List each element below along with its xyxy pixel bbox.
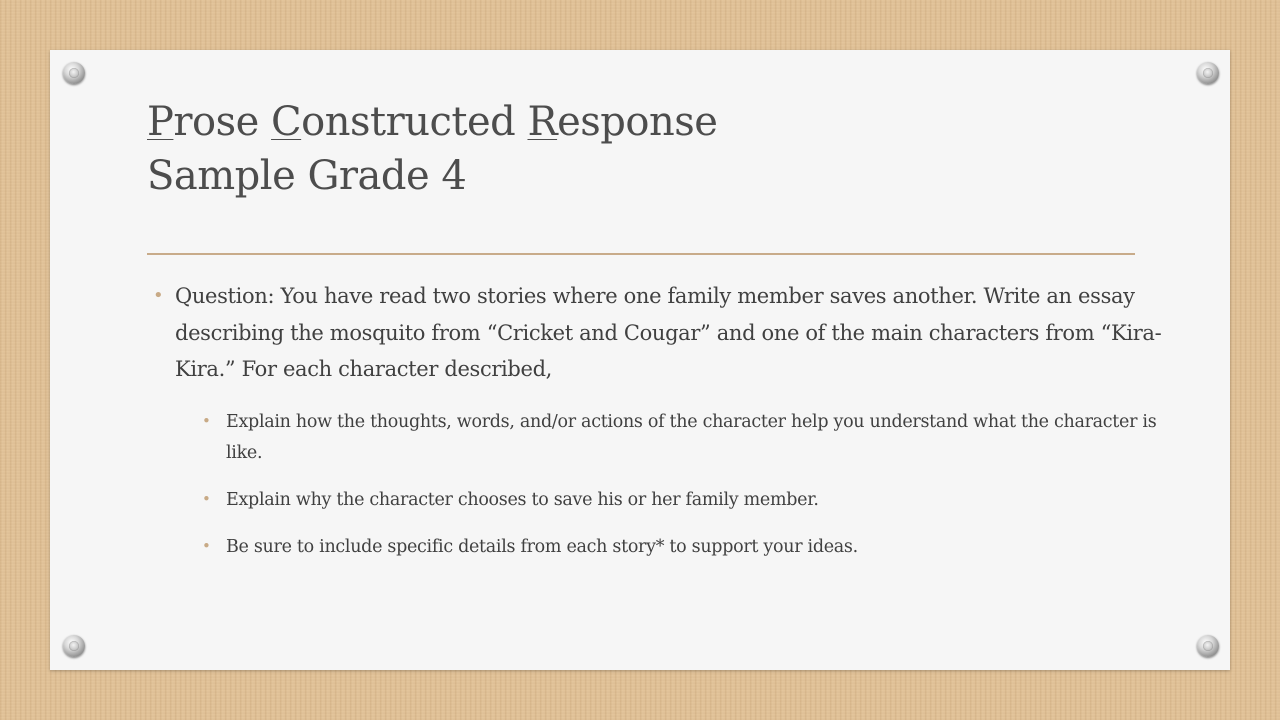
title-word-rest: onstructed xyxy=(301,99,516,145)
bullet-icon: • xyxy=(202,489,211,508)
sub-item xyxy=(202,485,1165,516)
pin-top-right-icon xyxy=(1197,62,1219,84)
sub-item-text: Be sure to include specific details from each story* to support your ideas. xyxy=(226,536,858,557)
title-initial-c: C xyxy=(271,99,302,145)
bullet-icon: • xyxy=(202,411,211,430)
sub-item-text: Explain how the thoughts, words, and/or actions of the character help you understand what the character is like. xyxy=(226,411,1157,463)
slide xyxy=(50,50,1230,670)
sub-item-text: Explain why the character chooses to save his or her family member. xyxy=(226,489,819,510)
title-initial-r: R xyxy=(527,99,558,145)
title-line-1 xyxy=(147,95,717,149)
bullet-icon: • xyxy=(202,536,211,555)
slide-body xyxy=(153,278,1165,563)
title-initial-p: P xyxy=(147,99,174,145)
title-divider xyxy=(147,253,1135,255)
question-text: Question: You have read two stories where one family member saves another. Write an essay describing the mosquito from “Cricket and Cougar” and one of the main characters from “Kira-Kira.” For each character described, xyxy=(175,284,1162,381)
question-item xyxy=(153,278,1165,388)
pin-bottom-right-icon xyxy=(1197,635,1219,657)
bullet-icon: • xyxy=(153,285,164,306)
sub-item xyxy=(202,407,1165,469)
title-word-rest: rose xyxy=(173,99,259,145)
slide-title xyxy=(147,95,717,203)
pin-top-left-icon xyxy=(63,62,85,84)
title-word-rest: esponse xyxy=(557,99,718,145)
sub-item xyxy=(202,532,1165,563)
title-line-2: Sample Grade 4 xyxy=(147,153,467,199)
pin-bottom-left-icon xyxy=(63,635,85,657)
